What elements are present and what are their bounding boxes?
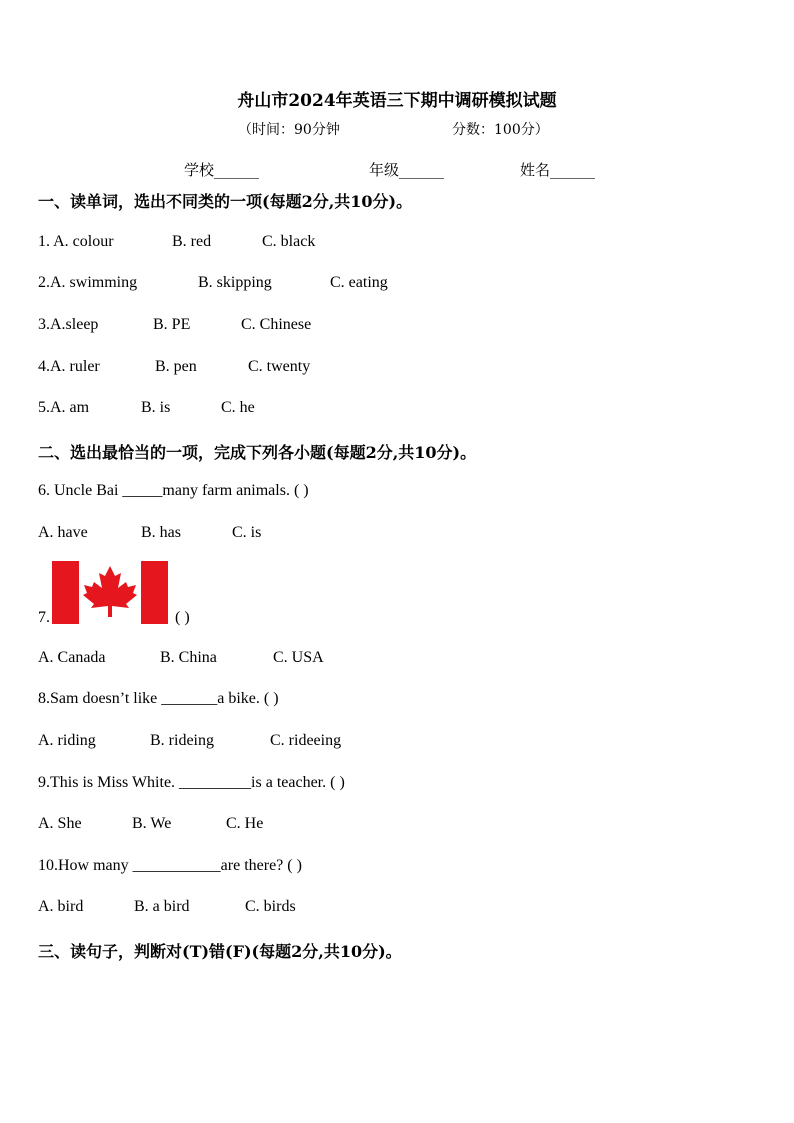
- q1-option-a: 1. A. colour: [38, 233, 114, 250]
- q3-option-a: 3.A.sleep: [38, 316, 99, 333]
- q3-option-b: B. PE: [153, 316, 191, 333]
- q4-option-a: 4.A. ruler: [38, 358, 100, 375]
- q3-option-c: C. Chinese: [241, 316, 312, 333]
- q6-option-c: C. is: [232, 524, 262, 541]
- q1-option-c: C. black: [262, 233, 316, 250]
- q6-stem: 6. Uncle Bai _____many farm animals. ( ): [38, 482, 309, 499]
- q8-option-c: C. rideeing: [270, 732, 342, 749]
- canada-flag-icon: [52, 561, 168, 624]
- q7-option-c: C. USA: [273, 649, 324, 666]
- time-label: （时间：90分钟: [238, 122, 340, 138]
- q7-number: 7.: [38, 609, 50, 626]
- q9-stem: 9.This is Miss White. _________is a teacher. ( ): [38, 774, 345, 791]
- school-field: 学校______: [184, 161, 260, 179]
- q6-option-a: A. have: [38, 524, 88, 541]
- q10-option-a: A. bird: [38, 898, 84, 915]
- q5-option-b: B. is: [141, 399, 171, 416]
- q8-option-b: B. rideing: [150, 732, 214, 749]
- q9-option-c: C. He: [226, 815, 264, 832]
- score-label: 分数：100分）: [452, 122, 549, 138]
- name-field: 姓名______: [520, 161, 596, 179]
- q10-option-c: C. birds: [245, 898, 296, 915]
- q8-stem: 8.Sam doesn’t like _______a bike. ( ): [38, 690, 279, 707]
- q8-option-a: A. riding: [38, 732, 96, 749]
- q2-option-b: B. skipping: [198, 274, 272, 291]
- grade-field: 年级______: [369, 161, 445, 179]
- q5-option-a: 5.A. am: [38, 399, 90, 416]
- q5-option-c: C. he: [221, 399, 255, 416]
- q9-option-a: A. She: [38, 815, 82, 832]
- q4-option-c: C. twenty: [248, 358, 311, 375]
- q6-option-b: B. has: [141, 524, 181, 541]
- section3-heading: 三、读句子，判断对(T)错(F)(每题2分,共10分)。: [38, 942, 402, 961]
- q2-option-a: 2.A. swimming: [38, 274, 138, 291]
- q10-option-b: B. a bird: [134, 898, 190, 915]
- section2-heading: 二、选出最恰当的一项，完成下列各小题(每题2分,共10分)。: [38, 443, 477, 462]
- q2-option-c: C. eating: [330, 274, 388, 291]
- exam-title: 舟山市2024年英语三下期中调研模拟试题: [237, 91, 557, 111]
- q7-option-b: B. China: [160, 649, 217, 666]
- q10-stem: 10.How many ___________are there? ( ): [38, 857, 302, 874]
- section1-heading: 一、读单词，选出不同类的一项(每题2分,共10分)。: [38, 192, 413, 211]
- q4-option-b: B. pen: [155, 358, 197, 375]
- q7-answer-paren: ( ): [175, 609, 190, 626]
- q9-option-b: B. We: [132, 815, 172, 832]
- q1-option-b: B. red: [172, 233, 212, 250]
- q7-option-a: A. Canada: [38, 649, 106, 666]
